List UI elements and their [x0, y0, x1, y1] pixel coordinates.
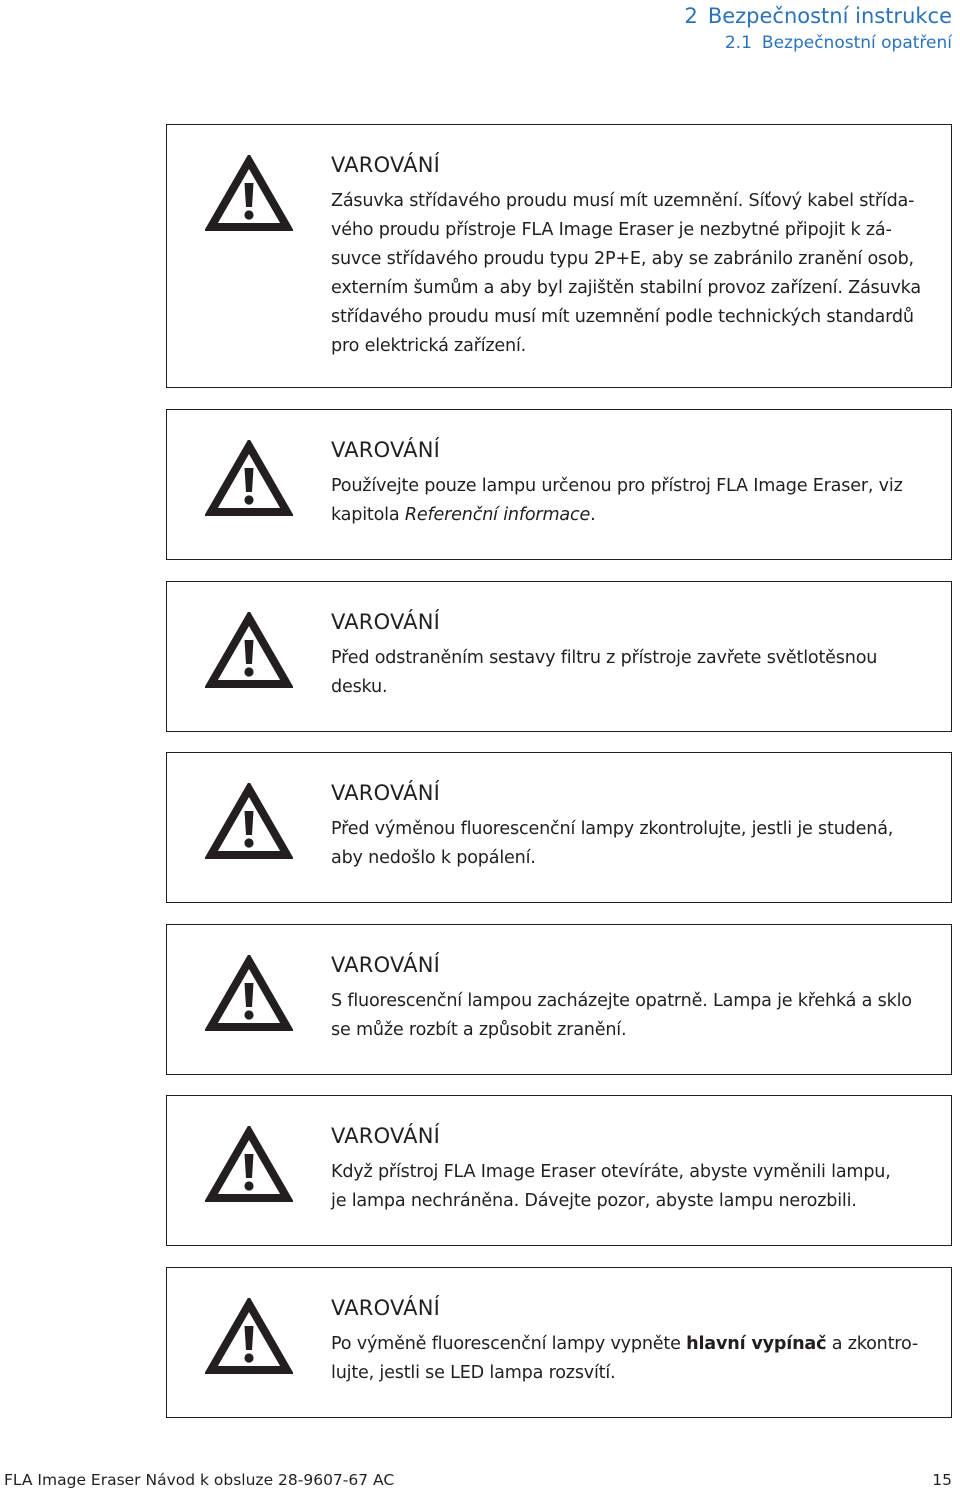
- warning-box-6: [166, 1095, 952, 1246]
- page-number: 15: [932, 1471, 952, 1489]
- section-heading: [684, 30, 952, 56]
- text-line-prefix: Po výměně fluorescenční lampy vypněte: [331, 1334, 687, 1354]
- chapter-reference: Referenční informace: [404, 505, 591, 525]
- text-line: Před odstraněním sestavy filtru z přístroje zavřete světlotěsnou: [331, 648, 878, 668]
- warning-triangle-icon: [205, 612, 293, 690]
- warning-content-4: [331, 779, 931, 873]
- warning-content-2: [331, 436, 931, 530]
- warning-box-4: [166, 752, 952, 903]
- text-line: S fluorescenční lampou zacházejte opatrně. Lampa je křehká a sklo: [331, 991, 912, 1011]
- warning-title: VAROVÁNÍ: [331, 153, 441, 177]
- warning-text: [331, 187, 931, 361]
- text-line: desku.: [331, 677, 388, 697]
- warning-triangle-icon: [205, 155, 293, 233]
- text-line: Používejte pouze lampu určenou pro přístroj FLA Image Eraser, viz: [331, 476, 903, 496]
- warning-triangle-icon: [205, 440, 293, 518]
- chapter-heading: [684, 2, 952, 30]
- warning-content-6: [331, 1122, 931, 1216]
- warning-triangle-icon: [205, 783, 293, 861]
- warning-title: VAROVÁNÍ: [331, 781, 441, 805]
- warning-title: VAROVÁNÍ: [331, 610, 441, 634]
- chapter-number: 2: [684, 4, 698, 28]
- text-line-suffix: .: [590, 505, 596, 525]
- warning-text: [331, 472, 931, 530]
- warning-triangle-icon: [205, 1298, 293, 1376]
- footer-document-title: FLA Image Eraser Návod k obsluze 28-9607-67 AC: [4, 1471, 395, 1489]
- warning-text: [331, 644, 931, 702]
- text-line: je lampa nechráněna. Dávejte pozor, abyste lampu nerozbili.: [331, 1191, 857, 1211]
- text-line: Zásuvka střídavého proudu musí mít uzemnění. Síťový kabel střída-: [331, 191, 915, 211]
- warning-text: [331, 1330, 931, 1388]
- text-line-prefix: kapitola: [331, 505, 405, 525]
- warning-triangle-icon: [205, 955, 293, 1033]
- text-line: Před výměnou fluorescenční lampy zkontrolujte, jestli je studená,: [331, 819, 894, 839]
- warning-box-3: [166, 581, 952, 732]
- text-line: aby nedošlo k popálení.: [331, 848, 536, 868]
- text-line: lujte, jestli se LED lampa rozsvítí.: [331, 1363, 616, 1383]
- warning-box-1: [166, 124, 952, 388]
- text-line: pro elektrická zařízení.: [331, 336, 527, 356]
- section-number: 2.1: [724, 33, 752, 53]
- warning-text: [331, 987, 931, 1045]
- warning-title: VAROVÁNÍ: [331, 1296, 441, 1320]
- warning-title: VAROVÁNÍ: [331, 953, 441, 977]
- warning-content-7: [331, 1294, 931, 1388]
- text-line: Když přístroj FLA Image Eraser otevíráte, abyste vyměnili lampu,: [331, 1162, 891, 1182]
- warning-title: VAROVÁNÍ: [331, 438, 441, 462]
- main-switch-term: hlavní vypínač: [686, 1334, 827, 1354]
- warning-title: VAROVÁNÍ: [331, 1124, 441, 1148]
- running-header: [684, 2, 952, 56]
- warning-content-1: [331, 151, 931, 361]
- warning-triangle-icon: [205, 1126, 293, 1204]
- warning-content-3: [331, 608, 931, 702]
- text-line: vého proudu přístroje FLA Image Eraser je nezbytné připojit k zá-: [331, 220, 892, 240]
- text-line: se může rozbít a způsobit zranění.: [331, 1020, 627, 1040]
- text-line: střídavého proudu musí mít uzemnění podle technických standardů: [331, 307, 914, 327]
- section-title: Bezpečnostní opatření: [761, 33, 952, 53]
- warning-text: [331, 815, 931, 873]
- chapter-title: Bezpečnostní instrukce: [707, 4, 952, 28]
- warning-box-5: [166, 924, 952, 1075]
- warning-box-2: [166, 409, 952, 560]
- warning-box-7: [166, 1267, 952, 1418]
- warning-content-5: [331, 951, 931, 1045]
- text-line: externím šumům a aby byl zajištěn stabilní provoz zařízení. Zásuvka: [331, 278, 921, 298]
- warning-text: [331, 1158, 931, 1216]
- text-line-suffix: a zkontro-: [826, 1334, 918, 1354]
- text-line: suvce střídavého proudu typu 2P+E, aby se zabránilo zranění osob,: [331, 249, 914, 269]
